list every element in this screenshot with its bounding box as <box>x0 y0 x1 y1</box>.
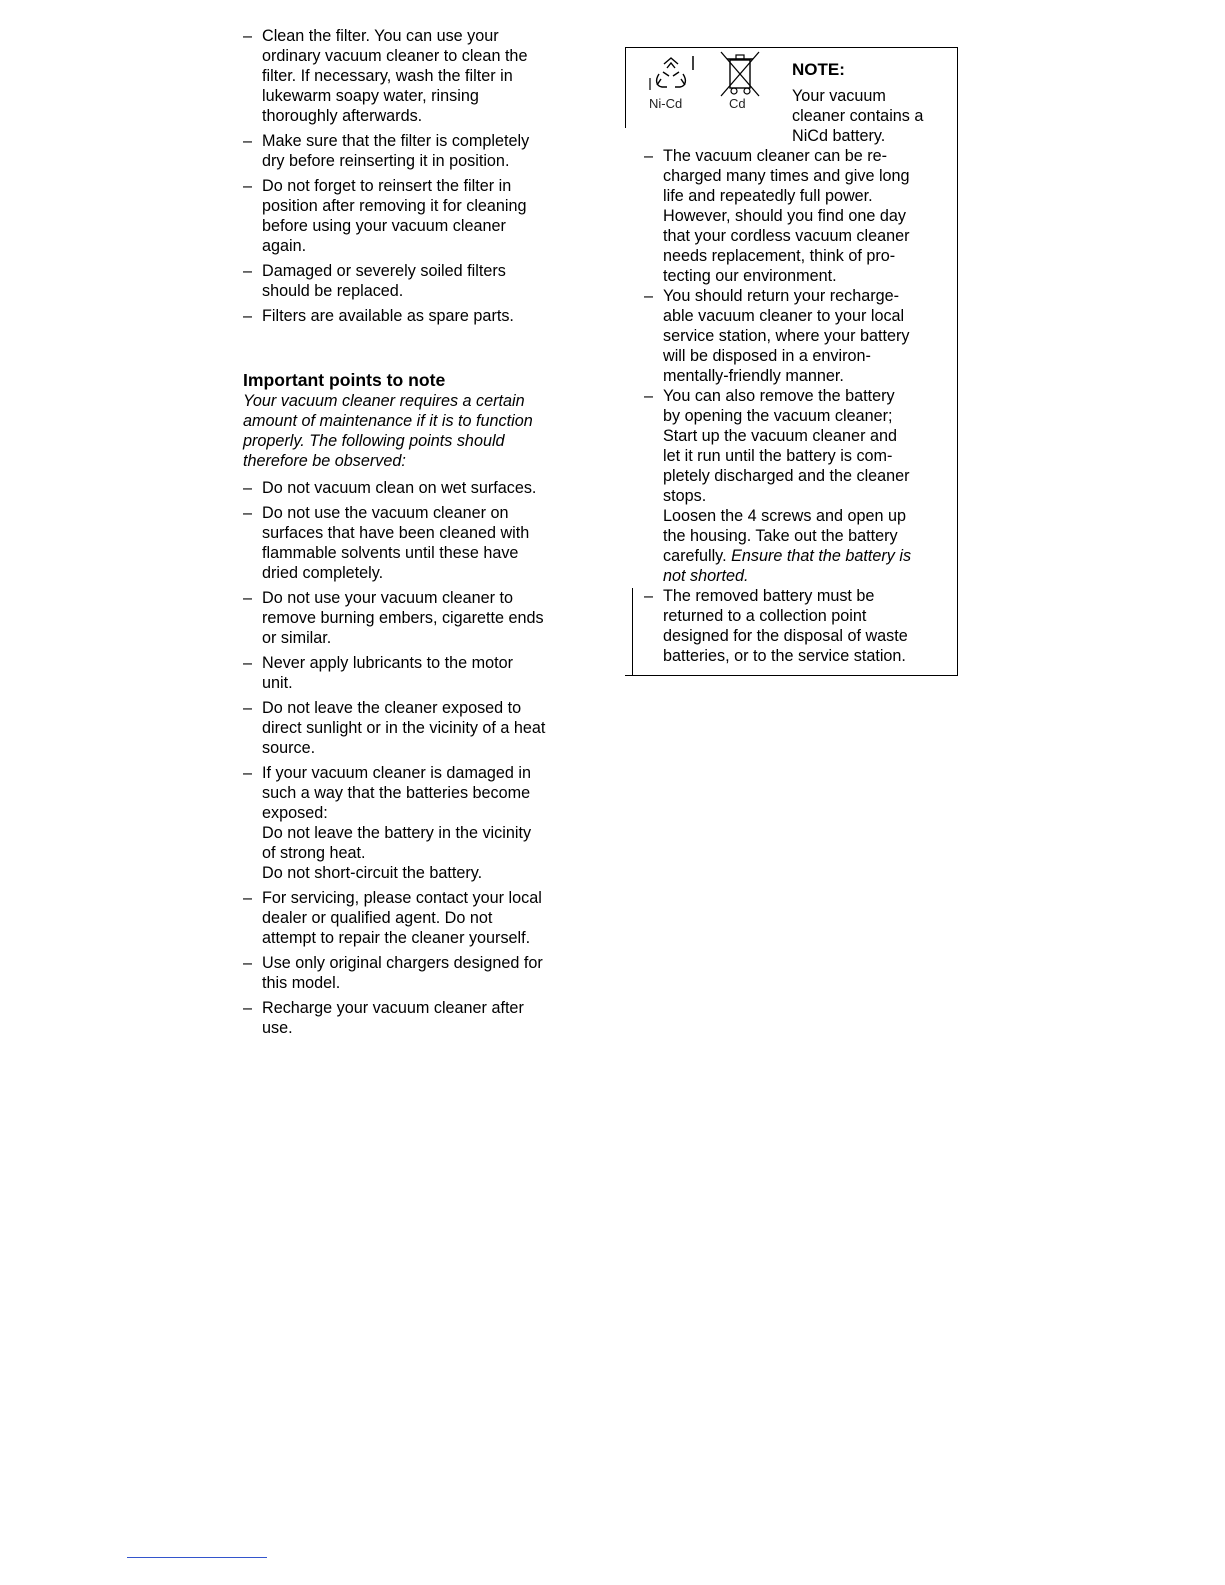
list-item-line: this model. <box>262 974 341 992</box>
battery-instruction-item <box>644 286 949 386</box>
dash-bullet: – <box>243 999 253 1017</box>
dash-bullet: – <box>243 177 253 195</box>
list-item-line: before using your vacuum cleaner <box>262 217 506 235</box>
maintenance-point <box>243 653 588 693</box>
list-item-line: ordinary vacuum cleaner to clean the <box>262 47 528 65</box>
intro-line: properly. The following points should <box>243 432 505 450</box>
intro-line: therefore be observed: <box>243 452 406 470</box>
filter-care-item <box>243 306 588 326</box>
battery-instruction-item <box>644 386 949 586</box>
list-item-line: The vacuum cleaner can be re- <box>663 147 888 165</box>
list-item-line: unit. <box>262 674 293 692</box>
important-points-heading: Important points to note <box>243 370 446 390</box>
dash-bullet: – <box>243 889 253 907</box>
maintenance-point <box>243 698 588 758</box>
maintenance-point <box>243 998 588 1038</box>
box-left-border-lower <box>632 588 633 676</box>
list-item-line: should be replaced. <box>262 282 404 300</box>
list-item-line: able vacuum cleaner to your local <box>663 307 905 325</box>
list-item-line: carefully. Ensure that the battery is <box>663 547 912 565</box>
box-right-border <box>957 48 958 676</box>
list-item-line: Damaged or severely soiled filters <box>262 262 506 280</box>
list-item-line: the housing. Take out the battery <box>663 527 898 545</box>
dash-bullet: – <box>243 589 253 607</box>
battery-instruction-item <box>644 146 949 286</box>
list-item-line: exposed: <box>262 804 328 822</box>
list-item-line: stops. <box>663 487 707 505</box>
note-text-line: NiCd battery. <box>792 127 886 145</box>
footer-rule <box>127 1557 267 1558</box>
left-column <box>243 26 588 1043</box>
list-item-line: Clean the filter. You can use your <box>262 27 499 45</box>
note-text-line: cleaner contains a <box>792 107 924 125</box>
list-item-line: If your vacuum cleaner is damaged in <box>262 764 532 782</box>
list-item-line: not shorted. <box>663 567 749 585</box>
list-item-line: batteries, or to the service station. <box>663 647 906 665</box>
intro-line: Your vacuum cleaner requires a certain <box>243 392 525 410</box>
list-item-line: dealer or qualified agent. Do not <box>262 909 493 927</box>
list-item-line: flammable solvents until these have <box>262 544 519 562</box>
list-item-line: again. <box>262 237 307 255</box>
battery-disposal-icons <box>635 48 785 138</box>
list-item-line: The removed battery must be <box>663 587 875 605</box>
dash-bullet: – <box>644 147 654 165</box>
list-item-line: Filters are available as spare parts. <box>262 307 514 325</box>
list-item-line: Do not leave the cleaner exposed to <box>262 699 522 717</box>
list-item-line: life and repeatedly full power. <box>663 187 873 205</box>
battery-instructions-list <box>644 146 949 666</box>
list-item-line: returned to a collection point <box>663 607 867 625</box>
crossed-bin-icon <box>717 50 763 98</box>
list-item-line: position after removing it for cleaning <box>262 197 527 215</box>
list-item-line: Recharge your vacuum cleaner after <box>262 999 524 1017</box>
list-item-line: filter. If necessary, wash the filter in <box>262 67 513 85</box>
battery-instruction-item <box>644 586 949 666</box>
box-left-border <box>625 48 626 128</box>
maintenance-point <box>243 763 588 883</box>
list-item-line: attempt to repair the cleaner yourself. <box>262 929 531 947</box>
dash-bullet: – <box>243 262 253 280</box>
list-item-line: Start up the vacuum cleaner and <box>663 427 897 445</box>
list-item-line: thoroughly afterwards. <box>262 107 423 125</box>
dash-bullet: – <box>644 387 654 405</box>
dash-bullet: – <box>243 699 253 717</box>
list-item-line: will be disposed in a environ- <box>663 347 871 365</box>
filter-care-item <box>243 26 588 126</box>
maintenance-point <box>243 503 588 583</box>
list-item-line: designed for the disposal of waste <box>663 627 908 645</box>
list-item-line: source. <box>262 739 316 757</box>
dash-bullet: – <box>243 654 253 672</box>
list-item-line: use. <box>262 1019 293 1037</box>
list-item-line: dry before reinserting it in position. <box>262 152 510 170</box>
recycling-icon <box>647 54 695 99</box>
list-item-line: charged many times and give long <box>663 167 910 185</box>
list-item-line: Use only original chargers designed for <box>262 954 543 972</box>
maintenance-point <box>243 478 588 498</box>
list-item-line: direct sunlight or in the vicinity of a heat <box>262 719 546 737</box>
list-item-line: let it run until the battery is com- <box>663 447 893 465</box>
list-item-line: needs replacement, think of pro- <box>663 247 896 265</box>
list-item-line: or similar. <box>262 629 332 647</box>
list-item-line: dried completely. <box>262 564 384 582</box>
list-item-line: pletely discharged and the cleaner <box>663 467 910 485</box>
list-item-line: remove burning embers, cigarette ends <box>262 609 544 627</box>
dash-bullet: – <box>644 287 654 305</box>
filter-care-item <box>243 131 588 171</box>
list-item-line: However, should you find one day <box>663 207 906 225</box>
intro-line: amount of maintenance if it is to function <box>243 412 533 430</box>
list-item-line: of strong heat. <box>262 844 366 862</box>
dash-bullet: – <box>243 479 253 497</box>
maintenance-points-list <box>243 478 588 1038</box>
list-item-line: mentally-friendly manner. <box>663 367 844 385</box>
list-item-line: service station, where your battery <box>663 327 910 345</box>
maintenance-point <box>243 588 588 648</box>
list-item-line: For servicing, please contact your local <box>262 889 542 907</box>
list-item-line: Never apply lubricants to the motor <box>262 654 514 672</box>
dash-bullet: – <box>243 504 253 522</box>
list-item-line: You should return your recharge- <box>663 287 900 305</box>
right-column <box>644 146 949 666</box>
nicd-label: Ni-Cd <box>649 96 683 111</box>
list-item-line: Make sure that the filter is completely <box>262 132 530 150</box>
list-item-line: lukewarm soapy water, rinsing <box>262 87 479 105</box>
note-text-line: Your vacuum <box>792 87 886 105</box>
dash-bullet: – <box>243 954 253 972</box>
maintenance-intro <box>243 391 588 471</box>
filter-care-list <box>243 26 588 326</box>
dash-bullet: – <box>644 587 654 605</box>
maintenance-point <box>243 888 588 948</box>
dash-bullet: – <box>243 27 253 45</box>
list-item-line: Do not short-circuit the battery. <box>262 864 483 882</box>
dash-bullet: – <box>243 764 253 782</box>
list-item-line: Do not leave the battery in the vicinity <box>262 824 532 842</box>
list-item-line: Do not use the vacuum cleaner on <box>262 504 509 522</box>
list-item-line: such a way that the batteries become <box>262 784 531 802</box>
list-item-line: that your cordless vacuum cleaner <box>663 227 910 245</box>
list-item-line: Do not forget to reinsert the filter in <box>262 177 512 195</box>
filter-care-item <box>243 261 588 301</box>
note-title: NOTE: <box>792 60 845 79</box>
maintenance-point <box>243 953 588 993</box>
emphasis-text: Ensure that the battery is <box>731 547 912 565</box>
dash-bullet: – <box>243 132 253 150</box>
list-item-line: Do not vacuum clean on wet surfaces. <box>262 479 537 497</box>
dash-bullet: – <box>243 307 253 325</box>
cd-label: Cd <box>729 96 746 111</box>
list-item-line: tecting our environment. <box>663 267 837 285</box>
list-item-line: by opening the vacuum cleaner; <box>663 407 893 425</box>
filter-care-item <box>243 176 588 256</box>
list-item-line: You can also remove the battery <box>663 387 895 405</box>
list-item-line: Loosen the 4 screws and open up <box>663 507 906 525</box>
note-text <box>792 86 952 146</box>
list-item-line: surfaces that have been cleaned with <box>262 524 530 542</box>
list-item-line: Do not use your vacuum cleaner to <box>262 589 514 607</box>
